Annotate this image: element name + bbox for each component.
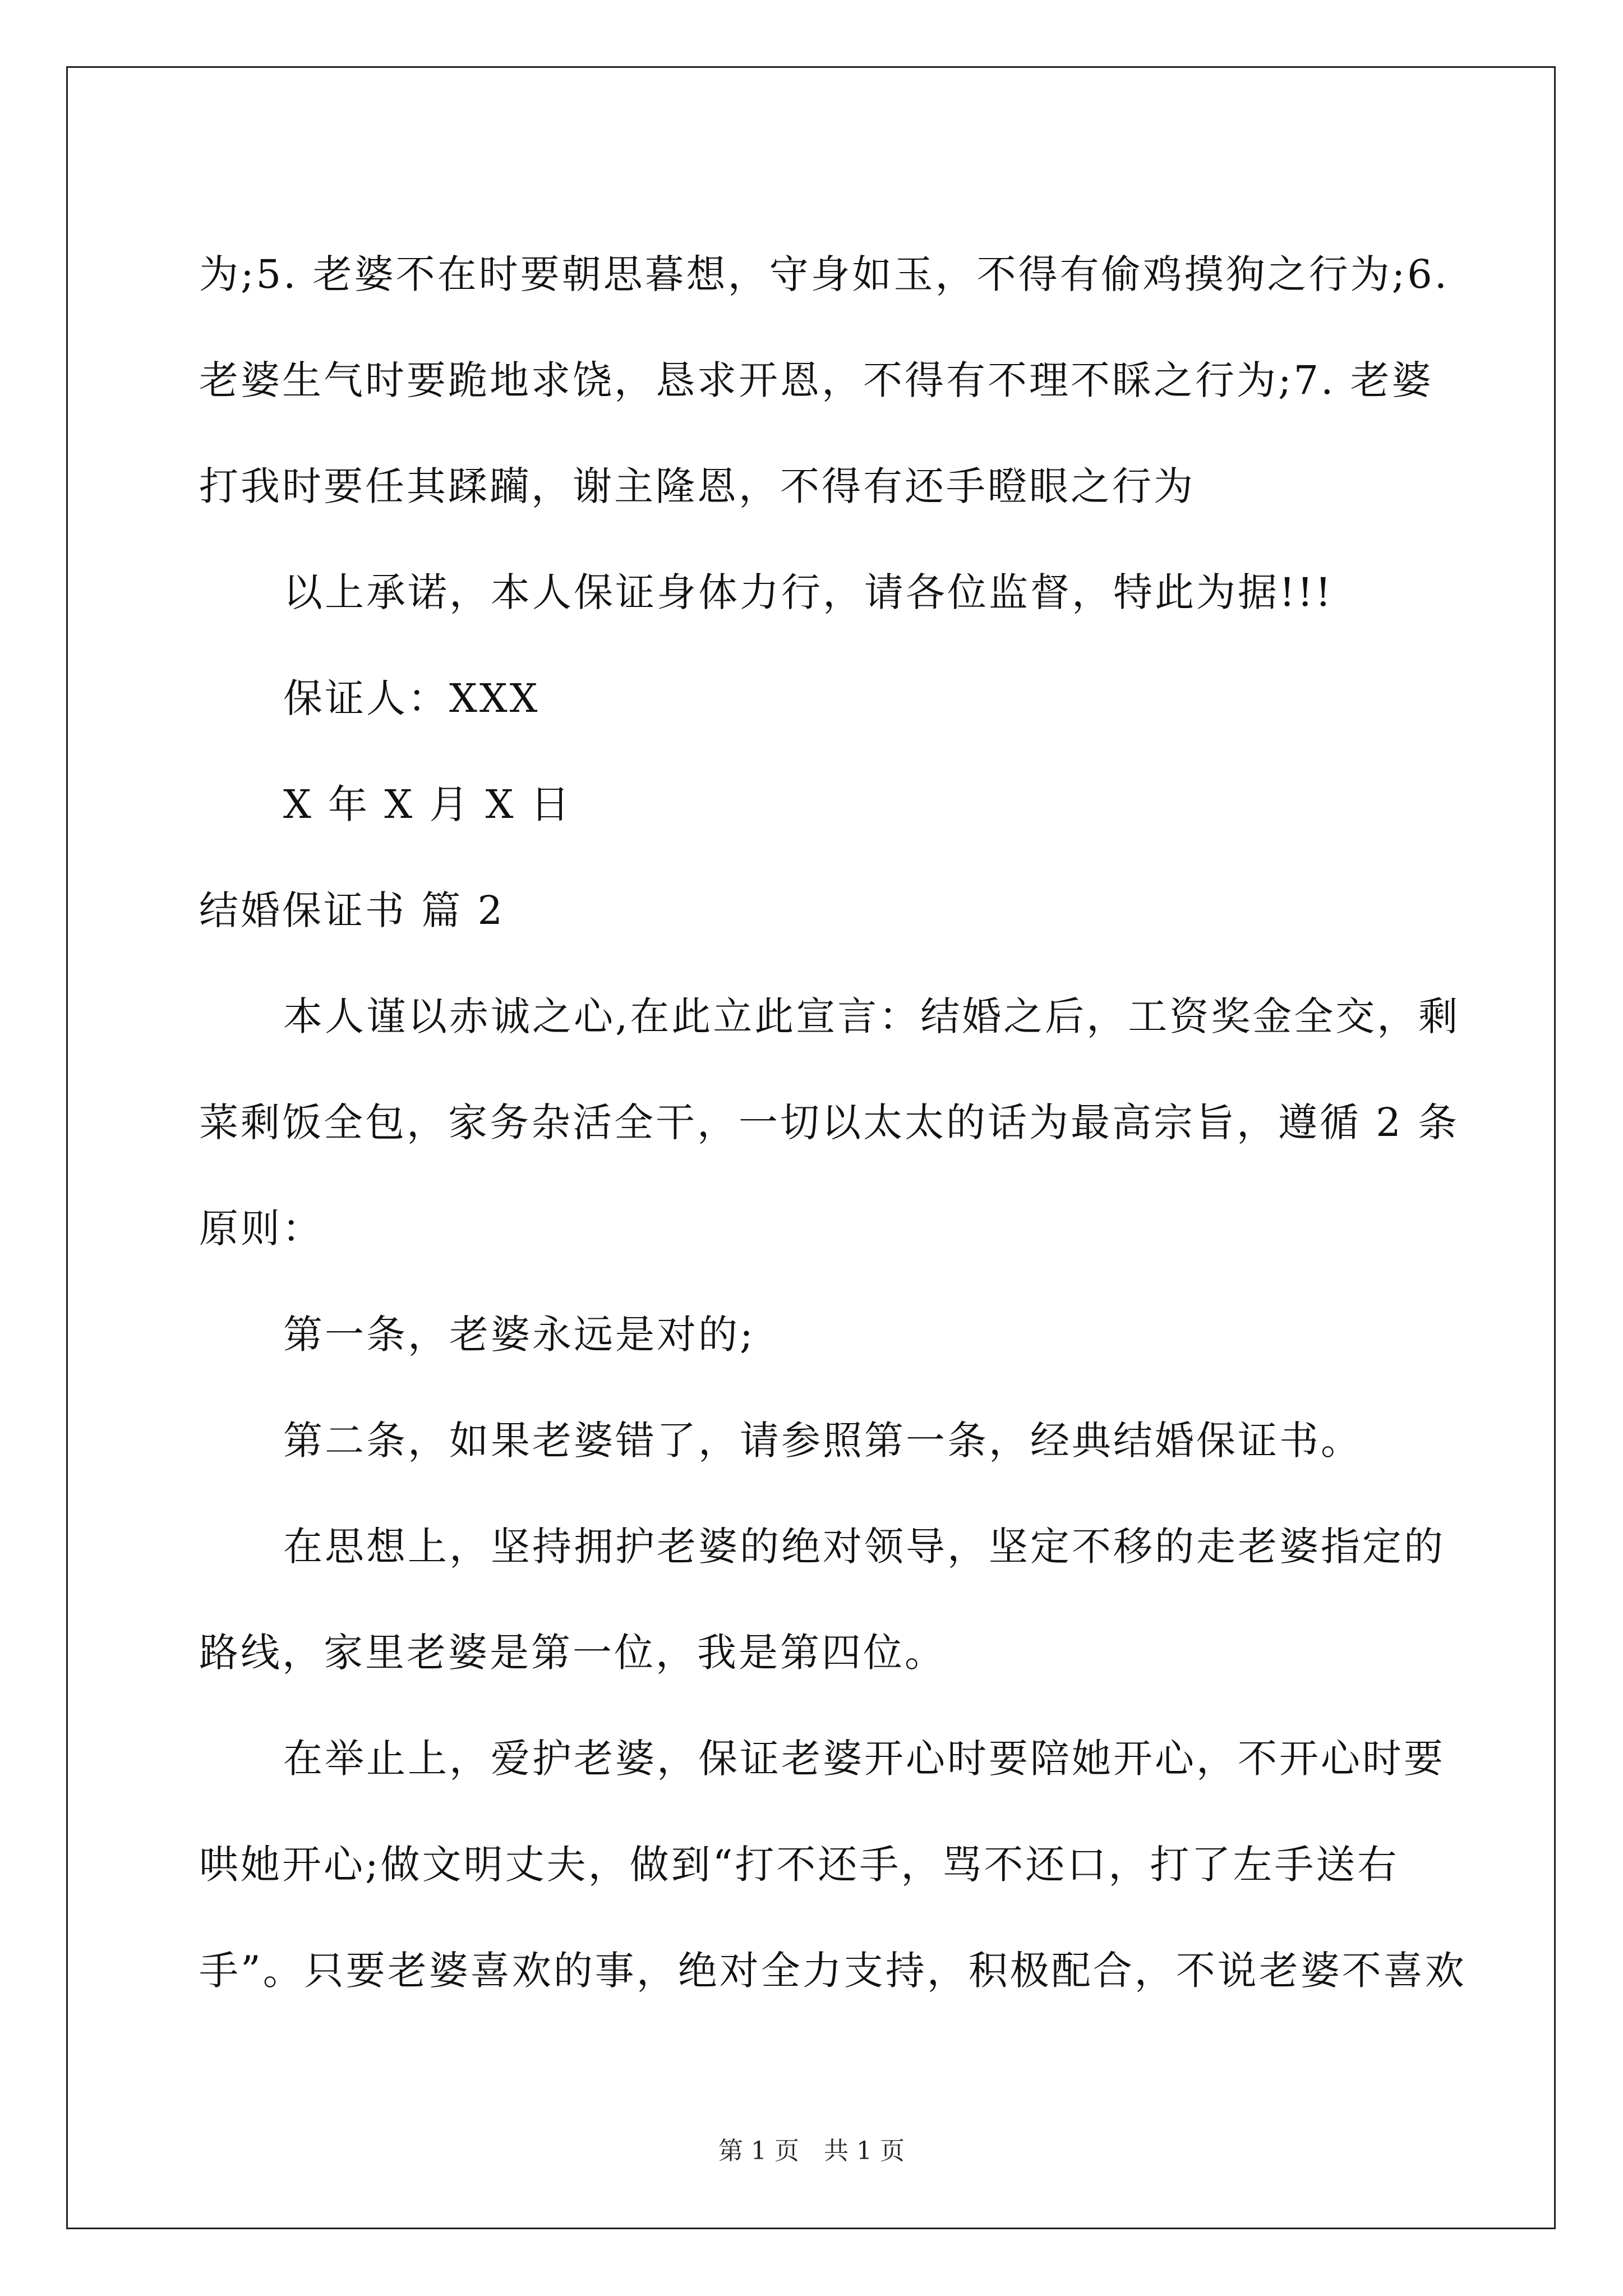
text-line: 菜剩饭全包，家务杂活全干，一切以太太的话为最高宗旨，遵循 2 条 (199, 1099, 1460, 1145)
section-heading: 结婚保证书 篇 2 (199, 887, 505, 933)
document-body (199, 222, 1467, 2024)
text-line: 哄她开心;做文明丈夫，做到“打不还手，骂不还口，打了左手送右 (199, 1842, 1399, 1888)
text-line: 路线，家里老婆是第一位，我是第四位。 (199, 1630, 946, 1676)
text-line: 在思想上，坚持拥护老婆的绝对领导，坚定不移的走老婆指定的 (283, 1524, 1445, 1570)
commitment-line: 以上承诺，本人保证身体力行，请各位监督，特此为据!!! (283, 569, 1334, 615)
date-line: X 年 X 月 X 日 (283, 781, 572, 827)
text-line: 为;5. 老婆不在时要朝思暮想，守身如玉，不得有偷鸡摸狗之行为;6. (199, 251, 1449, 297)
text-line: 原则： (199, 1205, 324, 1251)
rule-two-line: 第二条，如果老婆错了，请参照第一条，经典结婚保证书。 (283, 1418, 1362, 1464)
text-line: 在举止上，爱护老婆，保证老婆开心时要陪她开心，不开心时要 (283, 1736, 1445, 1782)
text-line: 老婆生气时要跪地求饶，恳求开恩，不得有不理不睬之行为;7. 老婆 (199, 357, 1433, 403)
text-line: 手”。只要老婆喜欢的事，绝对全力支持，积极配合，不说老婆不喜欢 (199, 1948, 1467, 1994)
rule-one-line: 第一条，老婆永远是对的; (283, 1312, 755, 1358)
text-line: 本人谨以赤诚之心,在此立此宣言：结婚之后，工资奖金全交，剩 (283, 993, 1460, 1039)
guarantor-line: 保证人：XXX (283, 675, 540, 721)
text-line: 打我时要任其蹂躏，谢主隆恩，不得有还手瞪眼之行为 (199, 463, 1195, 509)
page-footer: 第 1 页 共 1 页 (718, 2137, 905, 2165)
